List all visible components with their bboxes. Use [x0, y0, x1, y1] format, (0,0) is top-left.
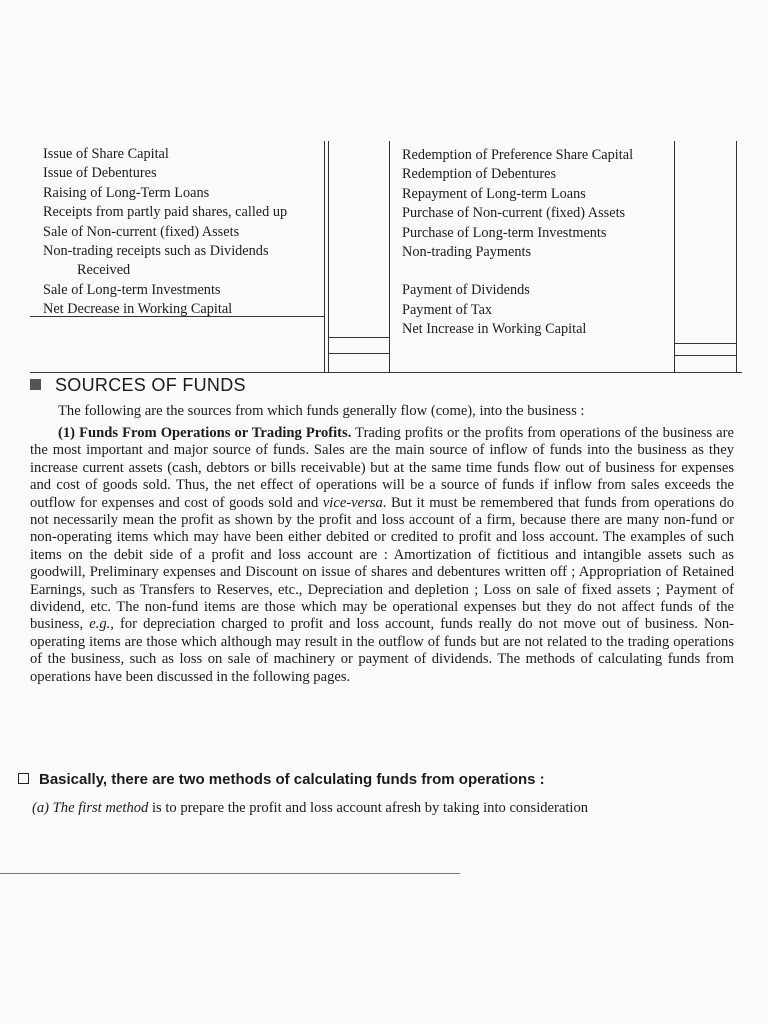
table-divider — [674, 141, 675, 373]
list-item: Raising of Long-Term Loans — [43, 184, 210, 201]
table-divider — [324, 141, 325, 373]
table-rule — [328, 353, 389, 354]
table-rule — [674, 355, 736, 356]
method-label: (a) The first method — [32, 800, 149, 816]
funds-flow-table — [30, 141, 742, 373]
page-rule — [0, 873, 460, 874]
list-item: Redemption of Preference Share Capital — [402, 147, 634, 163]
list-item: Purchase of Non-current (fixed) Assets — [402, 205, 626, 222]
table-rule — [328, 337, 389, 338]
list-item: Issue of Debentures — [43, 165, 157, 182]
applications-column — [402, 146, 633, 340]
list-item: Sale of Long-term Investments — [43, 281, 221, 298]
paragraph-text: . But it must be remembered that funds from operations do not necessarily mean the profit as shown by the profit and loss account of a firm, because there are many non-fund or non-operating items which may have been either debited or credited to profit and loss account. The examples of such items on the debit side of a profit and loss account are : Amortization of fictitious and intangible assets such as goodwill, Preliminary expenses and Discount on issue of shares and debentures written off ; Appropriation of Retained Earnings, such as Transfers to Reserves, etc., Depreciation and depletion ; Loss on sale of fixed assets ; Payment of dividend, etc. The non-fund items are those which may be operational expenses but they do not affect funds of the business, — [30, 494, 734, 633]
paragraph-italic: vice-versa — [322, 494, 383, 511]
paragraph-italic: e.g., — [89, 616, 114, 633]
paragraph-heading: (1) Funds From Operations or Trading Profits. — [58, 425, 352, 441]
list-item: Receipts from partly paid shares, called up — [43, 204, 288, 221]
list-item: Payment of Tax — [402, 301, 493, 318]
paragraph-text: Trading profits or the profits from operations of the business are the most important and major source of funds. Sales are the main source of inflow of funds into the business as they increase current assets (cash, debtors or bills receivable) but at the same time funds flow out of business for expenses and cost of goods sold. Thus, the net effect of operations will be a source of funds if inflow from sales exceeds the outflow for expenses and cost of goods sold and — [30, 425, 734, 511]
list-item: Purchase of Long-term Investments — [402, 224, 607, 241]
table-divider — [389, 141, 390, 373]
methods-heading-text: Basically, there are two methods of calculating funds from operations : — [39, 771, 545, 788]
list-item: Sale of Non-current (fixed) Assets — [43, 223, 240, 240]
list-item: Net Increase in Working Capital — [402, 321, 587, 338]
list-item: Non-trading Payments — [402, 244, 532, 261]
funds-from-operations-paragraph — [30, 425, 734, 686]
sources-column — [43, 145, 287, 320]
hollow-square-icon — [18, 773, 29, 784]
table-rule — [30, 372, 742, 373]
list-item: Non-trading receipts such as Dividends — [43, 243, 269, 260]
list-item: Issue of Share Capital — [43, 146, 169, 162]
list-item: Redemption of Debentures — [402, 166, 557, 183]
first-method-line — [32, 800, 588, 817]
list-item: Net Decrease in Working Capital — [43, 301, 233, 318]
table-divider — [328, 141, 329, 373]
paragraph-text: for depreciation charged to profit and loss account, funds really do not move out of business. Non-operating items are those which although may result in the outflow of funds but are not related to the trading operations of the business, such as loss on sale of machinery or payment of dividends. The methods of calculating funds from operations have been discussed in the following pages. — [30, 616, 734, 685]
table-divider — [736, 141, 737, 373]
method-text: is to prepare the profit and loss account afresh by taking into consideration — [148, 800, 589, 816]
list-item: Received — [77, 262, 131, 279]
list-item: Repayment of Long-term Loans — [402, 185, 586, 202]
section-heading — [30, 375, 246, 396]
list-item: Payment of Dividends — [402, 282, 530, 299]
section-title: SOURCES OF FUNDS — [55, 375, 246, 395]
section-intro: The following are the sources from which funds generally flow (come), into the business : — [58, 403, 585, 419]
bullet-square-icon — [30, 379, 41, 390]
table-rule — [674, 343, 736, 344]
methods-heading — [18, 771, 545, 788]
list-gap — [402, 262, 633, 281]
